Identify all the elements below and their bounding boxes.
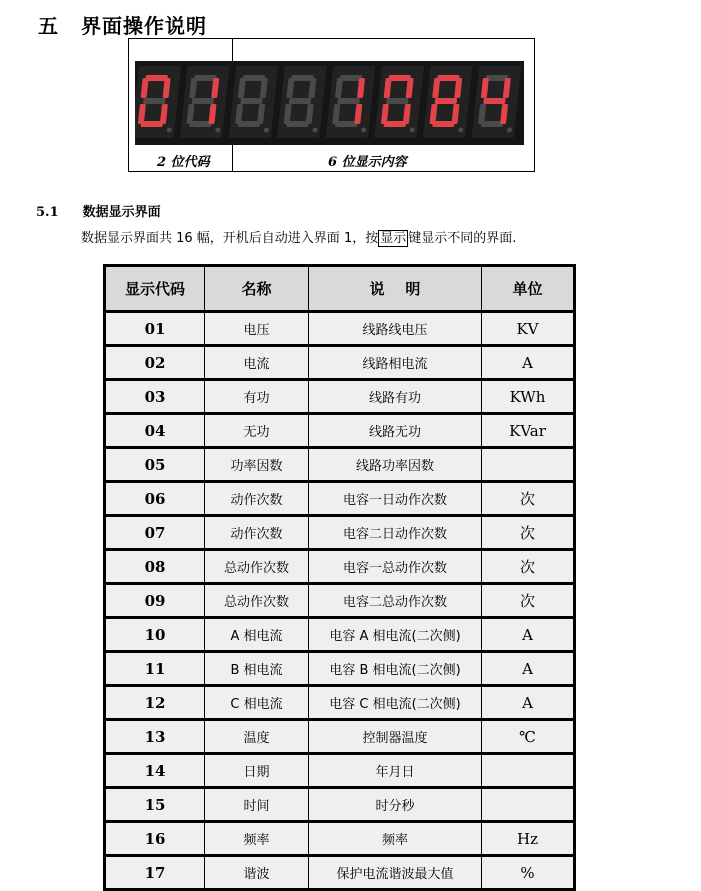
cell-description: 电容一总动作次数 [309,550,482,584]
cell-unit: 次 [482,482,575,516]
cell-description: 控制器温度 [309,720,482,754]
segment-digit [423,66,473,138]
cell-code: 06 [105,482,205,516]
cell-description: 线路线电压 [309,312,482,346]
cell-unit: KWh [482,380,575,414]
cell-unit: % [482,856,575,890]
cell-unit [482,448,575,482]
cell-description: 保护电流谐波最大值 [309,856,482,890]
table-row [105,448,575,482]
cell-name: A 相电流 [205,618,309,652]
cell-description: 电容 B 相电流(二次侧) [309,652,482,686]
cell-name: 动作次数 [205,516,309,550]
cell-unit: A [482,686,575,720]
section-number: 5.1 [36,205,59,220]
cell-unit: 次 [482,516,575,550]
cell-unit: A [482,346,575,380]
section-paragraph [81,227,516,246]
cell-unit: ℃ [482,720,575,754]
cell-code: 11 [105,652,205,686]
table-row [105,652,575,686]
table-row [105,720,575,754]
display-key-label: 显示 [380,231,407,246]
cell-description: 线路相电流 [309,346,482,380]
table-row [105,856,575,890]
segment-digit [135,66,181,138]
chapter-title: 界面操作说明 [81,14,207,38]
table-row [105,686,575,720]
table-row [105,380,575,414]
cell-code: 07 [105,516,205,550]
cell-name: 电压 [205,312,309,346]
cell-code: 09 [105,584,205,618]
cell-name: 谐波 [205,856,309,890]
caption-content: 6 位显示内容 [328,155,407,170]
cell-name: 温度 [205,720,309,754]
segment-digit [326,66,376,138]
cell-code: 02 [105,346,205,380]
segment-digit [374,66,424,138]
cell-description: 电容二总动作次数 [309,584,482,618]
cell-unit: A [482,652,575,686]
header-code: 显示代码 [105,266,205,312]
seven-segment-display [135,61,524,145]
cell-code: 03 [105,380,205,414]
cell-code: 14 [105,754,205,788]
cell-code: 10 [105,618,205,652]
segment-digit [277,66,327,138]
cell-name: 功率因数 [205,448,309,482]
section-title: 数据显示界面 [82,205,161,220]
table-row [105,516,575,550]
header-name: 名称 [205,266,309,312]
table-row [105,312,575,346]
cell-name: 动作次数 [205,482,309,516]
cell-description: 线路有功 [309,380,482,414]
cell-description: 年月日 [309,754,482,788]
header-description: 说 明 [309,266,482,312]
cell-code: 04 [105,414,205,448]
cell-unit: Hz [482,822,575,856]
cell-description: 线路功率因数 [309,448,482,482]
table-row [105,482,575,516]
cell-name: 总动作次数 [205,584,309,618]
cell-name: 有功 [205,380,309,414]
cell-code: 05 [105,448,205,482]
paragraph-text-after: 键显示不同的界面. [408,231,517,246]
table-row [105,414,575,448]
cell-name: B 相电流 [205,652,309,686]
segment-digit [472,66,522,138]
cell-description: 线路无功 [309,414,482,448]
display-code-table [103,264,576,891]
cell-description: 时分秒 [309,788,482,822]
table-row [105,618,575,652]
caption-code: 2 位代码 [157,155,210,170]
cell-description: 电容一日动作次数 [309,482,482,516]
table-row [105,822,575,856]
table-row [105,550,575,584]
cell-code: 13 [105,720,205,754]
cell-code: 01 [105,312,205,346]
segment-digit [180,66,230,138]
section-heading [36,201,161,220]
display-figure [128,38,535,172]
header-unit: 单位 [482,266,575,312]
cell-code: 15 [105,788,205,822]
cell-name: 电流 [205,346,309,380]
cell-unit: KVar [482,414,575,448]
table-row [105,584,575,618]
cell-code: 12 [105,686,205,720]
cell-name: 总动作次数 [205,550,309,584]
segment-digit [229,66,279,138]
paragraph-text-before: 数据显示界面共 16 幅，开机后自动进入界面 1，按 [81,231,379,246]
cell-description: 电容二日动作次数 [309,516,482,550]
chapter-heading [38,10,207,39]
cell-unit: 次 [482,550,575,584]
cell-unit [482,788,575,822]
cell-unit: KV [482,312,575,346]
cell-unit [482,754,575,788]
table-row [105,346,575,380]
cell-unit: 次 [482,584,575,618]
chapter-number: 五 [38,14,59,38]
table-row [105,788,575,822]
cell-description: 电容 C 相电流(二次侧) [309,686,482,720]
table-row [105,754,575,788]
table-header-row [105,266,575,312]
cell-code: 16 [105,822,205,856]
cell-name: 日期 [205,754,309,788]
cell-unit: A [482,618,575,652]
cell-description: 频率 [309,822,482,856]
cell-code: 08 [105,550,205,584]
cell-name: 时间 [205,788,309,822]
cell-name: C 相电流 [205,686,309,720]
cell-description: 电容 A 相电流(二次侧) [309,618,482,652]
cell-code: 17 [105,856,205,890]
cell-name: 无功 [205,414,309,448]
cell-name: 频率 [205,822,309,856]
